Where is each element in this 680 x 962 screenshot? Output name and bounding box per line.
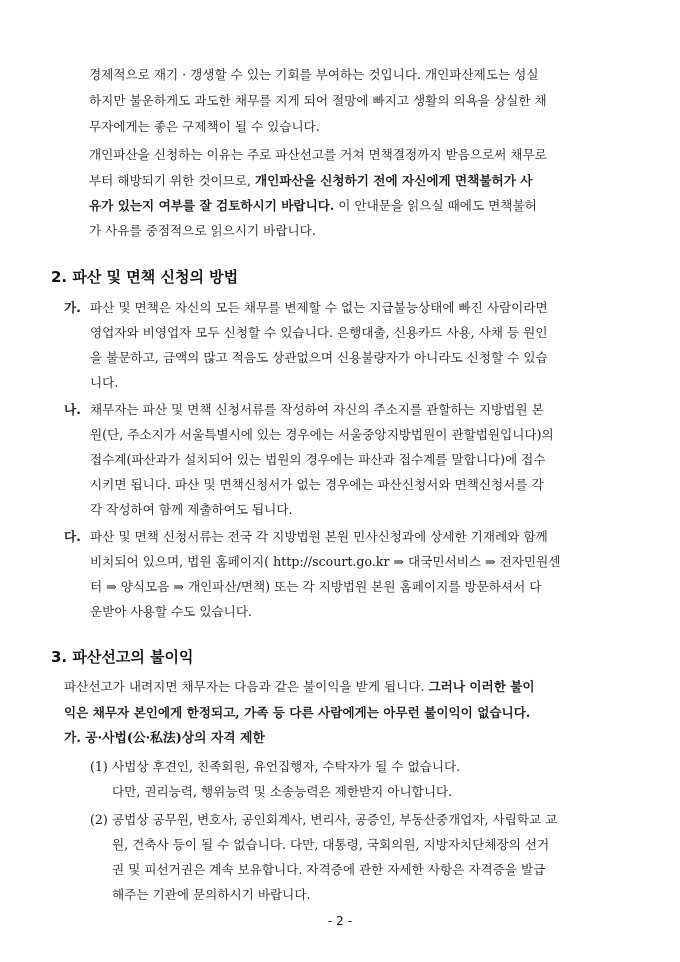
intro-p1-line-2: 하지만 불운하게도 과도한 채무를 지게 되어 절망에 빠지고 생활의 의욕을 상실한 채 <box>89 93 547 108</box>
item-1-line-2: 다만, 권리능력, 행위능력 및 소송능력은 제한받지 아니합니다. <box>112 784 453 799</box>
intro-p2-line-2-emphasis: 개인파산을 신청하기 전에 자신에게 면책불허가 사 <box>255 173 533 188</box>
section-3-intro-line-2: 익은 채무자 본인에게 한정되고, 가족 등 다른 사람에게는 아무런 불이익이 없습니다. <box>64 705 531 720</box>
section-2-heading: 2. 파산 및 면책 신청의 방법 <box>51 268 239 286</box>
section-2-ga-line-3: 을 불문하고, 금액의 많고 적음도 상관없으며 신용불량자가 아니라도 신청할 수 있습 <box>90 350 548 365</box>
section-2-ga-line-2: 영업자와 비영업자 모두 신청할 수 있습니다. 은행대출, 신용카드 사용, 사채 등 원인 <box>90 325 548 340</box>
intro-p2-line-4: 가 사유를 중점적으로 읽으시기 바랍니다. <box>89 223 316 238</box>
intro-p2-line-2 <box>89 172 532 190</box>
section-3-intro-emphasis: 그러나 이러한 불이 <box>428 679 535 694</box>
section-2-da-line-3: 터 ⇒ 양식모음 ⇒ 개인파산/면책) 또는 각 지방법원 본원 홈페이지를 방문하셔서 다 <box>90 579 542 594</box>
item-1-marker: (1) <box>90 759 108 774</box>
intro-p2-line-3-text: 이 안내문을 읽으실 때에도 면책불허 <box>334 198 537 213</box>
section-2-ga-line-1: 파산 및 면책은 자신의 모든 채무를 변제할 수 없는 지급불능상태에 빠진 사람이라면 <box>90 300 548 315</box>
section-3-intro-text: 파산선고가 내려지면 채무자는 다음과 같은 불이익을 받게 됩니다. <box>64 679 429 694</box>
section-2-na-line-3: 접수계(파산과가 설치되어 있는 법원의 경우에는 파산과 접수계를 말합니다)에 접수 <box>90 452 546 467</box>
section-2-na-line-1: 채무자는 파산 및 면책 신청서류를 작성하여 자신의 주소지를 관할하는 지방법원 본 <box>90 402 544 417</box>
section-2-da-line-1: 파산 및 면책 신청서류는 전국 각 지방법원 본원 민사신청과에 상세한 기재례와 함께 <box>90 529 548 544</box>
section-3-sub-heading: 가. 공·사법(公·私法)상의 자격 제한 <box>64 731 265 746</box>
section-2-ga-line-4: 니다. <box>90 375 119 390</box>
item-2-line-3: 권 및 피선거권은 계속 보유합니다. 자격증에 관한 자세한 사항은 자격증을 발급 <box>112 862 546 877</box>
item-2-line-1: 공법상 공무원, 변호사, 공인회계사, 변리사, 공증인, 부동산중개업자, 사립학교 교 <box>112 812 558 827</box>
section-2-da-marker: 다. <box>64 529 81 544</box>
page-number: - 2 - <box>328 914 352 928</box>
intro-p2-line-3-emphasis: 유가 있는지 여부를 잘 검토하시기 바랍니다. <box>89 198 335 213</box>
section-3-intro-line-1 <box>64 678 535 696</box>
intro-p1-line-3: 무자에게는 좋은 구제책이 될 수 있습니다. <box>89 119 320 134</box>
intro-p2-line-2-text: 부터 해방되기 위한 것이므로, <box>89 173 256 188</box>
item-2-line-2: 원, 건축사 등이 될 수 없습니다. 다만, 대통령, 국회의원, 지방자치단체장의 선거 <box>112 837 550 852</box>
item-2-marker: (2) <box>90 812 108 827</box>
section-2-da-line-2: 비치되어 있으며, 법원 홈페이지( http://scourt.go.kr ⇒ 대국민서비스 ⇒ 전자민원센 <box>90 554 561 569</box>
section-2-da-line-4: 운받아 사용할 수도 있습니다. <box>90 604 252 619</box>
intro-p1-line-1: 경제적으로 재기 · 갱생할 수 있는 기회를 부여하는 것입니다. 개인파산제도는 성실 <box>89 67 539 82</box>
section-2-ga-marker: 가. <box>64 300 81 315</box>
intro-p2-line-1: 개인파산을 신청하는 이유는 주로 파산선고를 거쳐 면책결정까지 받음으로써 채무로 <box>89 147 547 162</box>
section-3-heading: 3. 파산선고의 불이익 <box>51 648 194 666</box>
item-1-line-1: 사법상 후견인, 친족회원, 유언집행자, 수탁자가 될 수 없습니다. <box>112 759 461 774</box>
section-2-na-line-4: 시키면 됩니다. 파산 및 면책신청서가 없는 경우에는 파산신청서와 면책신청서를 각 <box>90 477 544 492</box>
section-2-na-line-5: 각 작성하여 함께 제출하여도 됩니다. <box>90 502 293 517</box>
section-2-na-line-2: 원(단, 주소지가 서울특별시에 있는 경우에는 서울중앙지방법원이 관할법원입니다)의 <box>90 427 554 442</box>
item-2-line-4: 해주는 기관에 문의하시기 바랍니다. <box>112 887 311 902</box>
intro-p2-line-3 <box>89 197 537 215</box>
section-2-na-marker: 나. <box>64 402 81 417</box>
